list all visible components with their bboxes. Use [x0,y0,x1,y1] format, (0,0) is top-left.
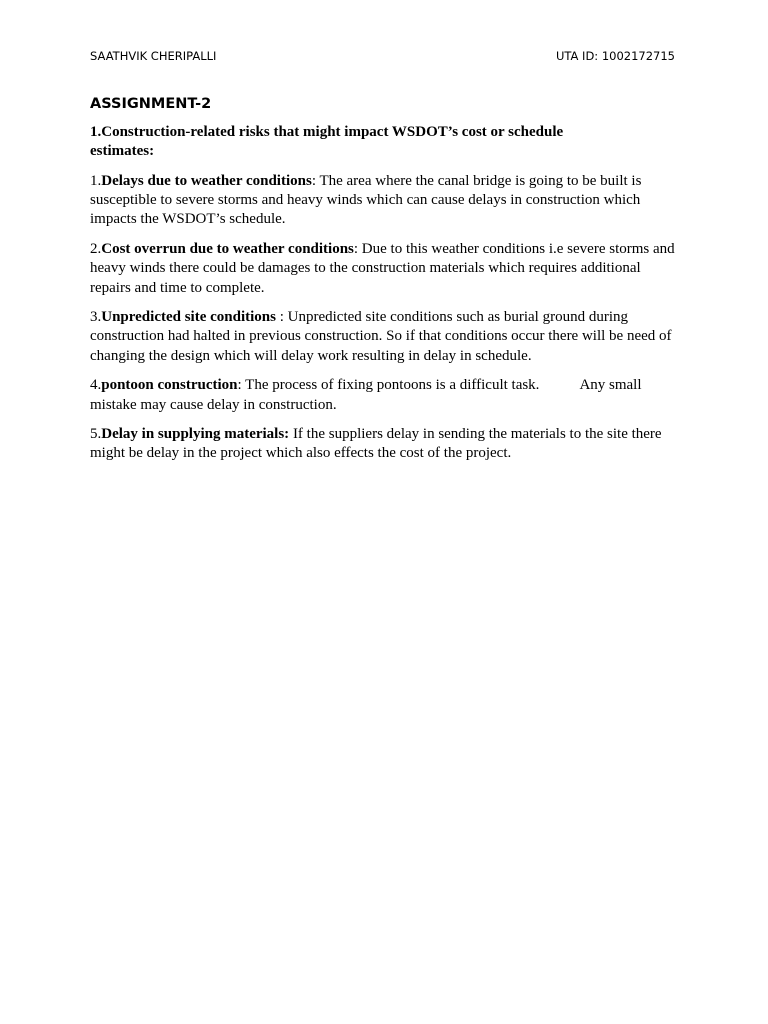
risk-item-text: If the suppliers delay in sending the materials to the site there might be delay in the project which also effects the cost of the project. [90,426,662,462]
risk-item-1 [90,172,682,230]
page-header [90,47,675,65]
risk-item-4 [90,376,682,414]
risk-item-number: 5. [90,426,102,443]
risk-item-2 [90,240,682,298]
risk-item-text: : The process of fixing pontoons is a difficult task. [237,377,540,394]
risk-item-text: : Due to this weather conditions i.e severe storms and heavy winds there could be damages to the construction materials which requires additional repairs and time to complete. [90,241,675,296]
risk-item-3 [90,308,682,366]
author-name: SAATHVIK CHERIPALLI [90,49,217,63]
risk-item-5 [90,425,682,463]
risk-item-heading: Delay in supplying materials: [101,426,290,443]
risk-item-number: 4. [90,377,102,394]
risk-item-heading: Cost overrun due to weather conditions [101,241,354,258]
risk-item-heading: Delays due to weather conditions [101,173,312,189]
risk-item-number: 2. [90,241,102,258]
risk-item-text: : Unpredicted site conditions such as burial ground during construction had halted in previous construction. So if that conditions occur there will be need of changing the design which will delay work resulting in delay in schedule. [90,309,672,364]
risk-item-text-continued: Any small mistake may cause delay in construction. [90,377,642,413]
question-line-2: estimates: [90,143,155,159]
risk-item-number: 1. [90,173,102,189]
risk-item-text: : The area where the canal bridge is going to be built is susceptible to severe storms and heavy winds which can cause delays in construction which impacts the WSDOT’s schedule. [90,173,642,228]
document-body [90,93,682,474]
risk-item-heading: pontoon construction [101,377,238,394]
risk-item-number: 3. [90,309,102,326]
question-heading [90,123,682,161]
uta-id: UTA ID: 1002172715 [555,49,675,63]
assignment-title: ASSIGNMENT-2 [90,96,212,112]
question-line-1: 1.Construction-related risks that might impact WSDOT’s cost or schedule [90,124,564,140]
risk-item-heading: Unpredicted site conditions [101,309,276,326]
